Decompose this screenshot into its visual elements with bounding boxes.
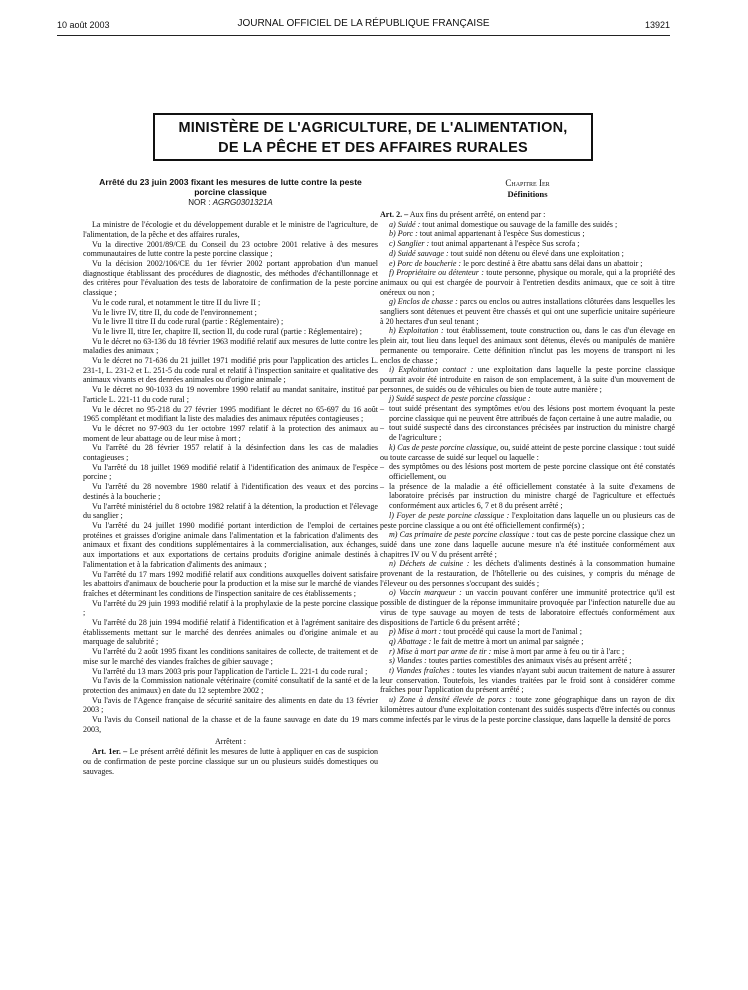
definition-text: tout animal appartenant à l'espèce Sus scrofa ; [429,239,580,249]
nor-code: AGRG0301321A [212,198,273,208]
definition-term: p) Mise à mort : [389,627,442,637]
definition-item [380,666,675,695]
chapter-label: Chapitre Ier [505,178,550,188]
definition-text: toute personne, physique ou morale, qui a la propriété des animaux ou qui est chargée de pourvoir à l'entretien desdits animaux, que ce soit à titre onéreux ou non ; [380,268,675,297]
definition-text: toutes les viandes n'ayant subi aucun traitement de nature à assurer leur conservation. Toutefois, les viandes traitées par le froid sont à considérer comme fraîches pour l'application du présent arrêté ; [380,666,675,695]
definition-term: n) Déchets de cuisine : [389,559,470,569]
definition-term: l) Foyer de peste porcine classique : [389,510,510,520]
visa-paragraph: Vu la directive 2001/89/CE du Conseil du 23 octobre 2001 relative à des mesures communautaires de lutte contre la peste porcine classique ; [83,239,378,259]
definition-text: des symptômes ou des lésions post mortem de peste porcine classique ont été constatés officiellement, ou [389,462,675,481]
definition-text: le fait de mettre à mort un animal par saignée ; [431,636,584,646]
definition-term: b) Porc : [389,229,418,239]
definition-term: m) Cas primaire de peste porcine classique : [389,530,535,540]
definition-text: une exploitation dans laquelle la peste porcine classique pourrait avoir été introduite en raison de son emplacement, à la suite d'un mouvement de personnes, de suidés ou de véhicules ou bien de toute autre manière ; [380,365,675,394]
definition-term: u) Zone à densité élevée de porcs : [389,695,512,705]
visa-paragraph: Vu l'avis de l'Agence française de sécurité sanitaire des aliments en date du 13 février 2003 ; [83,695,378,715]
definition-item [380,326,675,365]
definition-item [380,559,675,588]
article-2-intro [380,210,675,220]
definition-item [380,297,675,326]
visa-paragraph: Vu l'avis de la Commission nationale vétérinaire (comité consultatif de la santé et de la protection des animaux) en date du 12 septembre 2002 ; [83,676,378,695]
definition-term: d) Suidé sauvage : [389,248,449,258]
right-column [380,178,675,724]
definition-text: tout suidé non détenu ou élevé dans une exploitation ; [448,248,624,258]
definition-item [380,239,675,249]
ministry-line-1: MINISTÈRE DE L'AGRICULTURE, DE L'ALIMENTATION, [178,120,568,136]
visa-paragraph: Vu l'arrêté du 13 mars 2003 pris pour l'application de l'article L. 221-1 du code rural ; [92,666,368,676]
ministry-line-2: DE LA PÊCHE ET DES AFFAIRES RURALES [218,140,528,156]
nor-reference [83,198,378,208]
visa-paragraph: Vu l'arrêté ministériel du 8 octobre 1982 relatif à la détention, la production et l'élevage du sanglier ; [83,501,378,521]
definition-sub-item [380,482,675,511]
arrete-title: Arrêté du 23 juin 2003 fixant les mesures de lutte contre la peste porcine classique [99,177,362,197]
definition-term: f) Propriétaire ou détenteur : [389,268,484,278]
definition-text: tout cas de peste porcine classique chez un suidé dans une zone dans laquelle aucune mesure n'a été instituée conformément aux chapitres IV ou V du présent arrêté ; [380,530,675,559]
definition-text: tout animal appartenant à l'espèce Sus domesticus ; [417,229,585,239]
definition-term: s) Viandes : [389,656,427,666]
definition-text: ou, suidé atteint de peste porcine classique : tout suidé ou toute carcasse de suidé sur lequel ou laquelle : [380,442,676,462]
article-1-text: Le présent arrêté définit les mesures de lutte à appliquer en cas de suspicion ou de confirmation de peste porcine classique sur un ou plusieurs suidés domestiques ou sauvages. [83,747,378,776]
definition-text: mise à mort par arme à feu ou tir à l'arc ; [491,646,625,656]
definition-item [380,259,675,269]
visa-paragraph: Vu le décret no 97-903 du 1er octobre 1997 relatif à la protection des animaux au moment de leur abattage ou de leur mise à mort ; [83,423,378,443]
definition-term: i) Exploitation contact : [389,365,474,375]
definition-item [380,220,675,230]
definition-term: e) Porc de boucherie : [389,258,462,268]
visa-paragraph: Vu l'arrêté du 2 août 1995 fixant les conditions sanitaires de collecte, de traitement et de mise sur le marché des viandes fraîches de gibier sauvage ; [83,647,378,666]
definition-text: le porc destiné à être abattu sans délai dans un abattoir ; [461,258,643,268]
page-number: 13921 [644,20,670,30]
article-1 [83,747,378,776]
definition-text: tout établissement, toute construction ou, dans le cas d'un élevage en plein air, tout lieu dans lequel des animaux sont détenus, élevés ou manipulés de manière permanente ou temporaire. Cette définition n'inclut pas les moyens de transport ni les enclos de chasse ; [380,326,675,365]
visa-paragraph: Vu le livre II, titre Ier, chapitre II, section II, du code rural (partie : Réglementaire) ; [92,326,362,336]
visa-paragraph: Vu le livre IV, titre II, du code de l'environnement ; [92,307,257,317]
definition-term: k) Cas de peste porcine classique, [389,442,499,452]
definition-item [380,394,675,404]
definition-sub-item [380,404,675,423]
definition-term: o) Vaccin marqueur : [389,588,462,598]
definition-text: toute zone géographique dans un rayon de dix kilomètres autour d'une exploitation contenant des suidés suspects d'être infectés ou connus comme infectés par le virus de la peste porcine classique, dans laquelle la densité de porcs [380,695,675,724]
definition-text: parcs ou enclos ou autres installations clôturées dans lesquelles les sangliers sont détenues et peuvent être chassés et qui ont une superficie unitaire supérieure à 20 hectares d'un seul tenant ; [380,297,675,326]
article-1-label: Art. 1er. – [92,747,128,757]
ministry-heading [153,113,593,161]
definition-text: tout suidé présentant des symptômes et/ou des lésions post mortem évoquant la peste porcine classique qui ne peuvent être attribués de façon certaine à une autre maladie, ou [389,404,675,423]
definition-term: c) Sanglier : [389,239,430,249]
article-2-text: Aux fins du présent arrêté, on entend par : [409,210,546,219]
visa-paragraph: Vu la décision 2002/106/CE du 1er février 2002 portant approbation d'un manuel diagnostique établissant des procédures de diagnostic, des méthodes d'échantillonnage et des critères pour l'évaluation des tests de laboratoire de confirmation de la peste porcine classique ; [83,259,378,298]
page-header [57,18,670,34]
definition-term: g) Enclos de chasse : [389,297,458,307]
visa-paragraph: Vu le code rural, et notamment le titre II du livre II ; [92,297,261,307]
visa-paragraph: Vu le décret no 90-1033 du 19 novembre 1990 relatif au mandat sanitaire, institué par l'article L. 221-11 du code rural ; [83,385,378,404]
visa-paragraph: Vu le décret no 95-218 du 27 février 1995 modifiant le décret no 65-697 du 16 août 1965 complétant et modifiant la liste des maladies des animaux réputées contagieuses ; [83,404,378,424]
visa-paragraph: Vu l'avis du Conseil national de la chasse et de la faune sauvage en date du 19 mars 2003, [83,715,378,734]
visa-paragraph: Vu l'arrêté du 28 février 1957 relatif à la désinfection dans les cas de maladies contagieuses ; [83,443,378,463]
visa-paragraph: Vu le décret no 63-136 du 18 février 1963 modifié relatif aux mesures de lutte contre les maladies des animaux ; [83,336,378,356]
definition-sub-item [380,423,675,442]
definition-item [380,443,675,462]
visa-paragraph: Vu l'arrêté du 17 mars 1992 modifié relatif aux conditions auxquelles doivent satisfaire les abattoirs d'animaux de boucherie pour la production et la mise sur le marché de viandes fraîches et déterminant les conditions de l'inspection sanitaire de ces établissements ; [83,569,378,598]
visa-paragraph: Vu l'arrêté du 29 juin 1993 modifié relatif à la prophylaxie de la peste porcine classique ; [83,598,378,618]
header-rule [57,35,670,36]
definition-item [380,268,675,297]
visa-paragraph: Vu l'arrêté du 28 novembre 1980 relatif à l'identification des veaux et des porcins destinés à la boucherie ; [83,482,378,501]
definition-term: q) Abattage : [389,636,432,646]
definition-text: la présence de la maladie a été officiellement constatée à la suite d'examens de laboratoire précisés par instruction du ministre chargé de l'agriculture et effectués conformément aux articles 6, 7 et 8 du présent arrêté ; [389,481,675,511]
article-2-label: Art. 2. – [380,210,409,219]
arretent-label: Arrêtent : [214,737,247,747]
visa-list [83,220,378,734]
definition-text: tout procédé qui cause la mort de l'animal ; [441,627,582,637]
visa-paragraph: Vu le décret no 71-636 du 21 juillet 1971 modifié pris pour l'application des articles L. 231-1, L. 231-2 et L. 251-5 du code rural et relatif à l'inspection sanitaire et qualitative des animaux vivants et des denrées animales ou d'origine animale ; [83,356,378,385]
definition-item [380,588,675,627]
definition-text: les déchets d'aliments destinés à la consommation humaine provenant de la restauration, de l'hôtellerie ou des cuisines, y compris du ménage de l'éleveur ou des personnes s'occupant des suidés ; [380,559,675,588]
definition-term: r) Mise à mort par arme de tir : [389,646,492,656]
journal-title: JOURNAL OFFICIEL DE LA RÉPUBLIQUE FRANÇAISE [237,18,490,29]
definition-item [380,530,675,559]
definitions-list [380,220,675,725]
definition-item [380,656,675,666]
definition-item [380,627,675,637]
definition-item [380,365,675,394]
definition-item [380,229,675,239]
definition-term: a) Suidé : [389,219,421,229]
definition-text: un vaccin pouvant conférer une immunité protectrice qu'il est possible de distinguer de la réponse immunitaire provoquée par l'infection naturelle due au virus de type sauvage au moyen de tests de laboratoire effectués conformément aux dispositions de l'article 6 du présent arrêté ; [380,588,675,627]
visa-paragraph: Vu le livre II titre II du code rural (partie : Réglementaire) ; [92,317,284,327]
definition-sub-item [380,462,675,481]
visa-paragraph: Vu l'arrêté du 28 juin 1994 modifié relatif à l'identification et à l'agrément sanitaire des établissements mettant sur le marché des denrées animales ou d'origine animale et au marquage de salubrité ; [83,618,378,647]
definition-text: tout animal domestique ou sauvage de la famille des suidés ; [420,219,618,229]
definition-term: t) Viandes fraîches : [389,666,455,676]
nor-label: NOR : [188,198,211,208]
visa-paragraph: Vu l'arrêté du 24 juillet 1990 modifié portant interdiction de l'emploi de certaines protéines et graisses d'origine animale dans l'alimentation et la fabrication d'aliments des animaux et fixant des conditions supplémentaires à la commercialisation, aux échanges, aux importations et aux exportations de certains produits d'origine animale destinés à l'alimentation et à la fabrication d'aliments des animaux ; [83,520,378,569]
definition-term: h) Exploitation : [389,326,444,336]
definition-item [380,511,675,530]
visa-paragraph: La ministre de l'écologie et du développement durable et le ministre de l'agriculture, de l'alimentation, de la pêche et des affaires rurales, [83,220,378,239]
definition-text: tout suidé suspecté dans des circonstances précisées par instruction du ministre chargé de l'agriculture ; [389,423,675,443]
left-column [83,178,378,776]
definition-item [380,637,675,647]
definition-text: toutes parties comestibles des animaux visés au présent arrêté ; [426,656,632,666]
definition-item [380,695,675,724]
definition-item [380,647,675,657]
visa-paragraph: Vu l'arrêté du 18 juillet 1969 modifié relatif à l'identification des animaux de l'espèce porcine ; [83,462,378,482]
definition-term: j) Suidé suspect de peste porcine classique : [389,394,531,404]
definition-item [380,249,675,259]
chapter-title: Définitions [507,189,548,199]
definition-text: l'exploitation dans laquelle un ou plusieurs cas de peste porcine classique a ou ont été officiellement confirmé(s) ; [380,510,675,530]
issue-date: 10 août 2003 [57,20,110,30]
